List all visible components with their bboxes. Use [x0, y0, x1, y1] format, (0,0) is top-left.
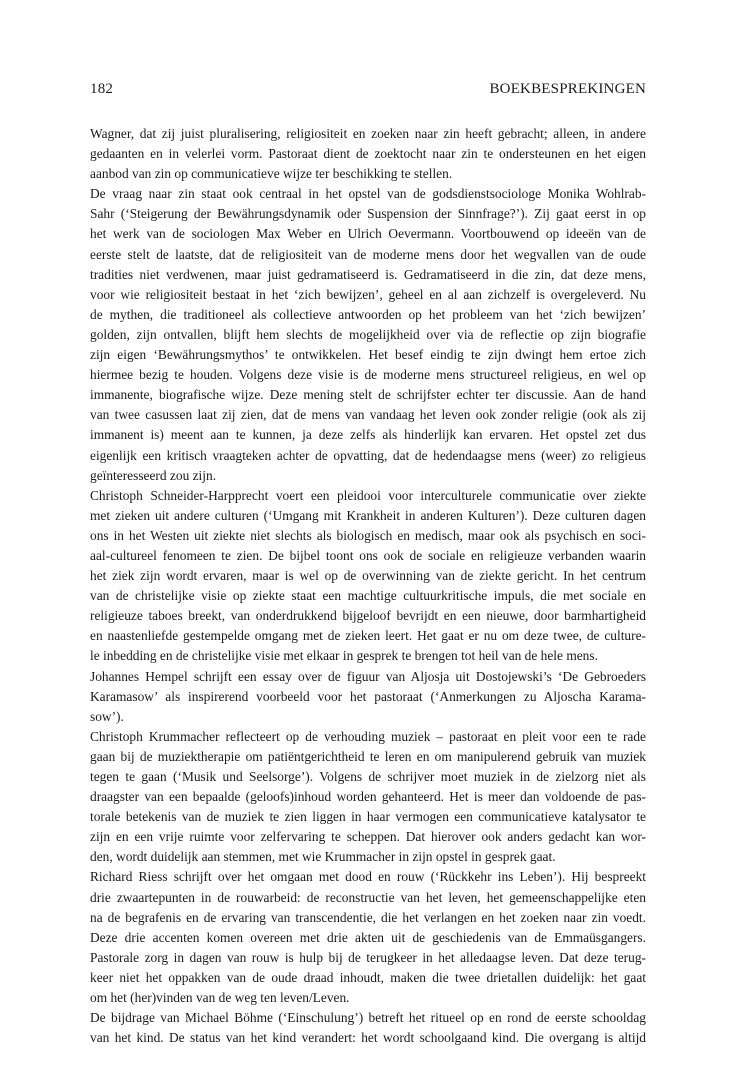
text-line: geïnteresseerd zou zijn. [90, 467, 217, 483]
text-line: aanbod van zin op communicatieve wijze ter beschikking te stellen. [90, 166, 453, 182]
text-line: om het (her)vinden van de weg ten leven/Leven. [90, 990, 350, 1006]
text-line: De bijdrage van Michael Böhme (‘Einschulung’) betreft het ritueel op en rond de eerste schooldag [90, 1010, 646, 1026]
text-line: hiermee bezig te houden. Volgens deze visie is de moderne mens structureel religieus, en wel op [90, 367, 646, 383]
body-text [90, 124, 646, 1048]
text-line: zijn eigen ‘Bewährungsmythos’ te ontwikkelen. Het besef eindig te zijn dwingt hem ertoe zich [90, 347, 646, 363]
text-line: zijn en een vrije ruimte voor zelfervaring te scheppen. Dat hierover ook anders gedacht kan wor- [90, 829, 646, 845]
text-line: religieuze taboes breekt, van onderdrukkend bijgeloof bevrijdt en een nieuwe, door barmhartigheid [90, 608, 646, 624]
paragraph [90, 867, 646, 1008]
text-line: het ziek zijn wordt ervaren, maar is wel op de overwinning van de ziekte gericht. In het centrum [90, 568, 646, 584]
text-line: van de christelijke visie op ziekte staat een machtige cultuurkritische impuls, die met sociale en [90, 588, 646, 604]
running-header [90, 80, 646, 98]
running-title: BOEKBESPREKINGEN [489, 81, 646, 97]
paragraph [90, 184, 646, 485]
text-line: gaan bij de muziektherapie om patiëntgerichtheid te leren en om manipulerend gebruik van muziek [90, 748, 646, 764]
paragraph [90, 667, 646, 727]
text-line: Pastorale zorg in dagen van rouw is hulp bij de terugkeer in het alledaagse leven. Dat deze terug- [90, 949, 646, 965]
text-line: keer niet het oppakken van de oude draad inhoudt, maken die twee drietallen duidelijk: het gaat [90, 969, 646, 985]
text-line: draagster van een bepaalde (geloofs)inhoud worden gehanteerd. Het is meer dan voldoende de pas- [90, 789, 646, 805]
text-line: tradities niet verdwenen, maar juist gedramatiseerd is. Gedramatiseerd in die zin, dat deze mens, [90, 266, 646, 282]
paragraph [90, 124, 646, 184]
text-line: Christoph Schneider-Harpprecht voert een pleidooi voor interculturele communicatie over ziekte [90, 487, 646, 503]
text-line: torale betekenis van de muziek te zien liggen in haar vermogen een communicatieve katalysator te [90, 809, 646, 825]
text-line: le inbedding en de christelijke visie met elkaar in gesprek te brengen tot heil van de hele mens. [90, 648, 598, 664]
text-line: gedaanten en in velerlei vorm. Pastoraat dient de zoektocht naar zin te ondersteunen en het eigen [90, 146, 646, 162]
text-line: van het kind. De status van het kind verandert: het wordt schoolgaand kind. Die overgang is altijd [90, 1030, 646, 1046]
text-line: na de begrafenis en de ervaring van transcendentie, die het verlangen en het zoeken naar zin voedt. [90, 909, 646, 925]
text-line: Wagner, dat zij juist pluralisering, religiositeit en zoeken naar zin heeft gebracht; alleen, in andere [90, 126, 646, 141]
text-line: en naastenliefde gestempelde omgang met de zieken leert. Het gaat er nu om deze twee, de culture- [90, 628, 646, 644]
text-line: ons in het Westen uit ziekte niet slechts als biologisch en medisch, maar ook als psychisch en soci- [90, 527, 646, 543]
text-line: golden, zijn ontvallen, blijft hem slechts de mogelijkheid over via de reflectie op zijn biografie [90, 326, 646, 342]
text-line: aal-cultureel fenomeen te zien. De bijbel toont ons ook de sociale en religieuze verbanden waarin [90, 547, 646, 563]
text-line: immanente, biografische wijze. Deze mening stelt de schrijfster echter ter discussie. Aan de hand [90, 387, 646, 403]
text-line: Johannes Hempel schrijft een essay over de figuur van Aljosja uit Dostojewski’s ‘De Gebroeders [90, 668, 646, 684]
text-line: sow’). [90, 708, 124, 724]
paragraph [90, 486, 646, 667]
paragraph [90, 1008, 646, 1048]
paragraph [90, 727, 646, 868]
text-line: met zieken uit andere culturen (‘Umgang mit Krankheit in anderen Kulturen’). Deze culturen dagen [90, 507, 646, 523]
text-line: Sahr (‘Steigerung der Bewährungsdynamik oder Suspension der Sinnfrage?’). Zij gaat eerst in op [90, 206, 646, 222]
text-line: Karamasow’ als inspirerend voorbeeld voor het pastoraat (‘Anmerkungen zu Aljoscha Karama- [90, 688, 646, 704]
text-line: Deze drie accenten komen overeen met drie akten uit de geschiedenis van de Emmaüsgangers. [90, 929, 646, 945]
text-line: eerste stelt de laatste, dat de religiositeit van de moderne mens door het wegvallen van de oude [90, 246, 646, 262]
page-number: 182 [90, 81, 114, 97]
text-line: de mythen, die traditioneel als collectieve antwoorden op het probleem van het ‘zich bewijzen’ [90, 306, 646, 322]
text-line: het werk van de sociologen Max Weber en Ulrich Oevermann. Voortbouwend op ideeën van de [90, 226, 646, 242]
text-line: tegen te gaan (‘Musik und Seelsorge’). Volgens de schrijver moet muziek in de zielzorg niet als [90, 769, 646, 784]
text-line: drie zwaartepunten in de rouwarbeid: de reconstructie van het leven, het gemeenschappelijke eten [90, 889, 646, 905]
text-line: voor wie religiositeit bestaat in het ‘zich bewijzen’, geheel en al aan zichzelf is overgeleverd. Nu [90, 286, 646, 302]
text-line: den, wordt duidelijk aan stemmen, met wie Krummacher in zijn opstel in gesprek gaat. [90, 849, 556, 865]
text-line: Richard Riess schrijft over het omgaan met dood en rouw (‘Rückkehr ins Leben’). Hij bespreekt [90, 869, 646, 885]
text-line: eigenlijk een kritisch vraagteken achter de opvatting, dat de hedendaagse mens (weer) zo religieus [90, 447, 646, 463]
text-line: van twee casussen laat zij zien, dat de mens van vandaag het leven ook zonder religie (ook als zij [90, 407, 646, 423]
text-line: Christoph Krummacher reflecteert op de verhouding muziek – pastoraat en pleit voor een te rade [90, 728, 646, 744]
text-line: De vraag naar zin staat ook centraal in het opstel van de godsdienstsociologe Monika Wohlrab- [90, 186, 646, 202]
text-line: immanent is) meent aan te kunnen, ja deze zelfs als hinderlijk kan ervaren. Het opstel zet dus [90, 427, 646, 443]
